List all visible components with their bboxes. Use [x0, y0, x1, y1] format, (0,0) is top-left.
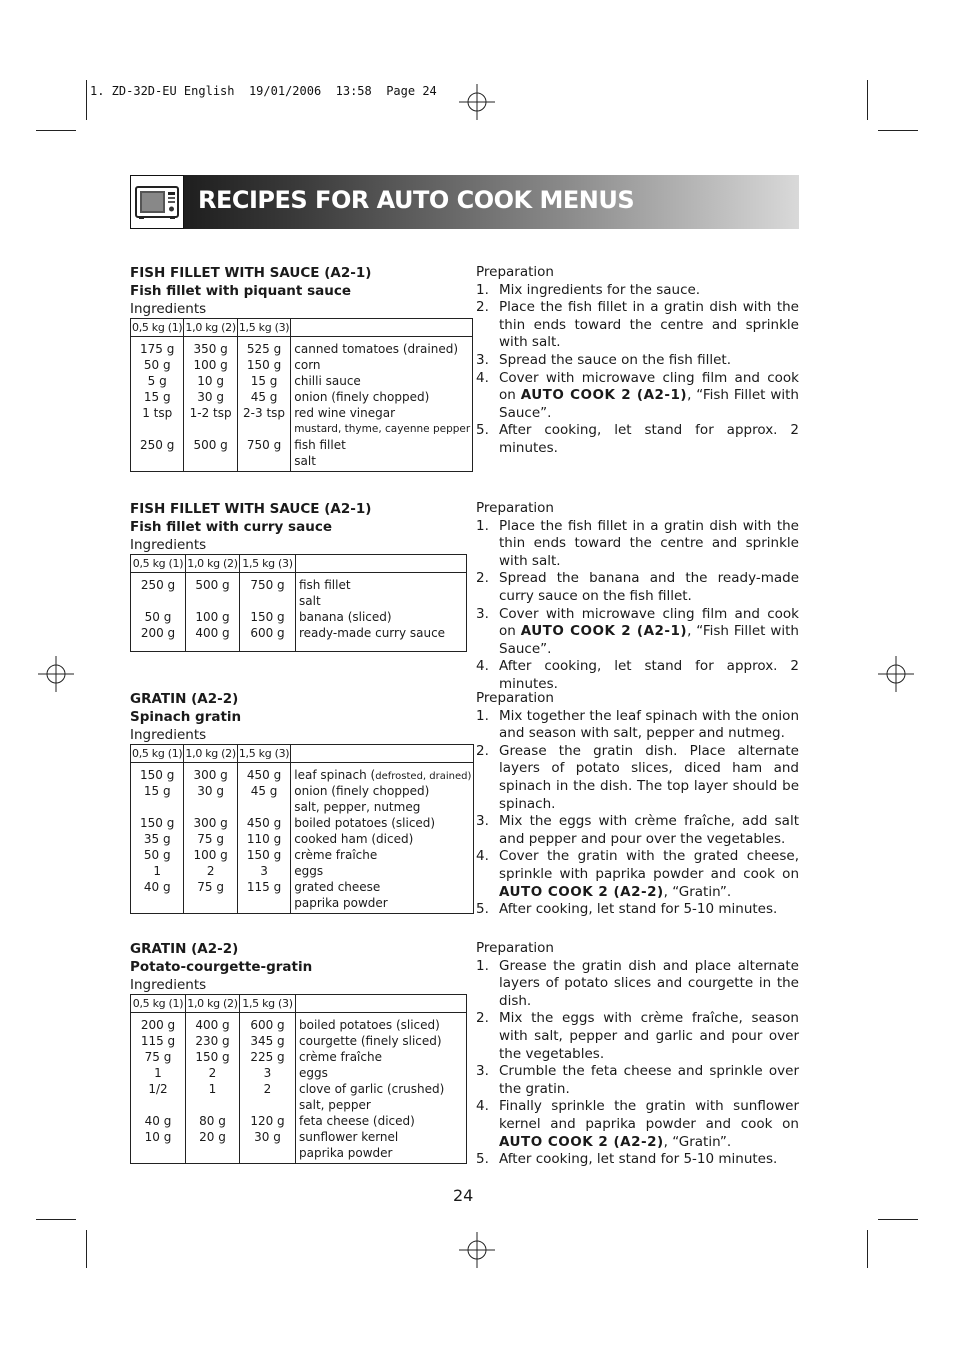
preparation-steps	[476, 518, 799, 694]
step-item: 2. Spread the banana and the ready-made curry sauce on the fish fillet.	[476, 570, 799, 604]
ingredient-names: leaf spinach (defrosted, drained) onion (finely chopped) salt, pepper, nutmeg boiled potatoes (sliced) cooked ham (diced) crème fraîche eggs grated cheese paprika powder	[291, 763, 474, 914]
step-item: 2. Mix the eggs with crème fraîche, season with salt, pepper and garlic and pour over the vegetables.	[476, 1010, 799, 1062]
preparation-block	[476, 940, 799, 1169]
table-header	[291, 319, 473, 337]
ingredient-names: fish fillet salt banana (sliced) ready-made curry sauce	[296, 573, 467, 652]
quantity-column: 300 g 30 g 300 g 75 g 100 g 2 75 g	[184, 763, 237, 914]
recipe-title: FISH FILLET WITH SAUCE (A2-1)	[130, 501, 372, 517]
registration-mark-icon	[38, 656, 74, 692]
step-item: 1. Place the fish fillet in a gratin dish with the thin ends toward the centre and sprinkle with salt.	[476, 517, 799, 569]
preparation-block	[476, 264, 799, 458]
crop-mark	[86, 1230, 87, 1268]
step-item: 5. After cooking, let stand for approx. 2 minutes.	[476, 422, 799, 456]
recipe-subtitle: Fish fillet with piquant sauce	[130, 283, 351, 299]
recipe-block	[130, 500, 467, 652]
recipe-title: GRATIN (A2-2)	[130, 941, 239, 957]
quantity-column: 750 g 150 g 600 g	[240, 573, 296, 652]
recipe-subtitle: Spinach gratin	[130, 709, 242, 725]
table-header	[296, 555, 467, 573]
table-header: 1,5 kg (3)	[237, 745, 290, 763]
recipe-subtitle: Fish fillet with curry sauce	[130, 519, 332, 535]
ingredients-label: Ingredients	[130, 727, 207, 743]
crop-mark	[867, 80, 868, 120]
table-header: 1,0 kg (2)	[186, 555, 240, 573]
ingredients-table	[130, 994, 467, 1164]
table-header	[296, 995, 467, 1013]
step-item: 3. Cover with microwave cling film and cook on AUTO COOK 2 (A2-1), “Fish Fillet with Sauce”.	[476, 605, 799, 657]
crop-mark	[36, 130, 76, 131]
table-header: 0,5 kg (1)	[131, 319, 184, 337]
quantity-column: 600 g 345 g 225 g 3 2 120 g 30 g	[240, 1013, 296, 1164]
ingredients-label: Ingredients	[130, 977, 207, 993]
recipe-subtitle: Potato-courgette-gratin	[130, 959, 313, 975]
crop-mark	[86, 80, 87, 120]
print-slug: 1. ZD-32D-EU English 19/01/2006 13:58 Page 24	[90, 84, 437, 98]
crop-mark	[878, 1219, 918, 1220]
recipe-title: GRATIN (A2-2)	[130, 691, 239, 707]
registration-mark-icon	[459, 1232, 495, 1268]
registration-mark-icon	[878, 656, 914, 692]
ingredients-label: Ingredients	[130, 537, 207, 553]
table-header: 1,0 kg (2)	[184, 319, 237, 337]
ingredient-names: boiled potatoes (sliced) courgette (finely sliced) crème fraîche eggs clove of garlic (crushed) salt, pepper feta cheese (diced) sunflower kernel paprika powder	[296, 1013, 467, 1164]
crop-mark	[867, 1230, 868, 1268]
step-item: 4. Cover the gratin with the grated cheese, sprinkle with paprika powder and cook on AUTO COOK 2 (A2-2), “Gratin”.	[476, 848, 799, 900]
quantity-column: 500 g 100 g 400 g	[186, 573, 240, 652]
registration-mark-icon	[459, 84, 495, 120]
recipe-block	[130, 264, 471, 472]
step-item: 2. Place the fish fillet in a gratin dish with the thin ends toward the centre and sprinkle with salt.	[476, 299, 799, 351]
step-item: 4. After cooking, let stand for approx. 2 minutes.	[476, 658, 799, 692]
preparation-label: Preparation	[476, 264, 554, 280]
step-item: 1. Grease the gratin dish and place alternate layers of potato slices and courgette in the dish.	[476, 957, 799, 1009]
recipe-title: FISH FILLET WITH SAUCE (A2-1)	[130, 265, 372, 281]
ingredients-table	[130, 554, 467, 652]
ingredients-table	[130, 744, 474, 914]
step-item: 3. Spread the sauce on the fish fillet.	[476, 351, 731, 368]
microwave-icon	[130, 175, 184, 229]
section-banner	[130, 175, 799, 229]
quantity-column: 350 g 100 g 10 g 30 g 1-2 tsp 500 g	[184, 337, 237, 472]
step-item: 3. Crumble the feta cheese and sprinkle over the gratin.	[476, 1063, 799, 1097]
step-item: 5. After cooking, let stand for 5-10 minutes.	[476, 1151, 778, 1168]
quantity-column: 450 g 45 g 450 g 110 g 150 g 3 115 g	[237, 763, 290, 914]
step-item: 5. After cooking, let stand for 5-10 minutes.	[476, 901, 778, 918]
table-header	[291, 745, 474, 763]
table-header: 1,5 kg (3)	[240, 555, 296, 573]
table-header: 1,5 kg (3)	[237, 319, 290, 337]
quantity-column: 150 g 15 g 150 g 35 g 50 g 1 40 g	[131, 763, 184, 914]
table-header: 0,5 kg (1)	[131, 555, 186, 573]
step-item: 1. Mix together the leaf spinach with the onion and season with salt, pepper and nutmeg.	[476, 707, 799, 742]
quantity-column: 250 g 50 g 200 g	[131, 573, 186, 652]
page-number: 24	[453, 1186, 474, 1205]
table-header: 1,5 kg (3)	[240, 995, 296, 1013]
table-header: 0,5 kg (1)	[131, 745, 184, 763]
step-item: 1. Mix ingredients for the sauce.	[476, 281, 701, 298]
ingredient-names: canned tomatoes (drained) corn chilli sauce onion (finely chopped) red wine vinegar mustard, thyme, cayenne pepper fish fillet salt	[291, 337, 473, 472]
table-header: 1,0 kg (2)	[186, 995, 240, 1013]
step-item: 4. Finally sprinkle the gratin with sunflower kernel and paprika powder and cook on AUTO COOK 2 (A2-2), “Gratin”.	[476, 1098, 799, 1150]
step-item: 2. Grease the gratin dish. Place alternate layers of potato slices, diced ham and spinach in the dish. The top layer should be spinach.	[476, 742, 799, 812]
preparation-steps	[476, 958, 799, 1169]
preparation-label: Preparation	[476, 940, 554, 956]
preparation-steps	[476, 282, 799, 458]
quantity-column: 525 g 150 g 15 g 45 g 2-3 tsp 750 g	[237, 337, 290, 472]
preparation-label: Preparation	[476, 690, 554, 706]
quantity-column: 175 g 50 g 5 g 15 g 1 tsp 250 g	[131, 337, 184, 472]
quantity-column: 400 g 230 g 150 g 2 1 80 g 20 g	[186, 1013, 240, 1164]
ingredients-label: Ingredients	[130, 301, 207, 317]
step-item: 4. Cover with microwave cling film and cook on AUTO COOK 2 (A2-1), “Fish Fillet with Sauce”.	[476, 369, 799, 421]
table-header: 1,0 kg (2)	[184, 745, 237, 763]
table-header: 0,5 kg (1)	[131, 995, 186, 1013]
page-title: RECIPES FOR AUTO COOK MENUS	[198, 186, 635, 214]
preparation-steps	[476, 708, 799, 919]
recipe-block	[130, 690, 472, 914]
preparation-block	[476, 690, 799, 919]
step-item: 3. Mix the eggs with crème fraîche, add salt and pepper and pour over the vegetables.	[476, 813, 799, 847]
ingredients-table	[130, 318, 473, 472]
crop-mark	[36, 1219, 76, 1220]
preparation-block	[476, 500, 799, 694]
crop-mark	[878, 130, 918, 131]
preparation-label: Preparation	[476, 500, 554, 516]
quantity-column: 200 g 115 g 75 g 1 1/2 40 g 10 g	[131, 1013, 186, 1164]
recipe-block	[130, 940, 467, 1164]
